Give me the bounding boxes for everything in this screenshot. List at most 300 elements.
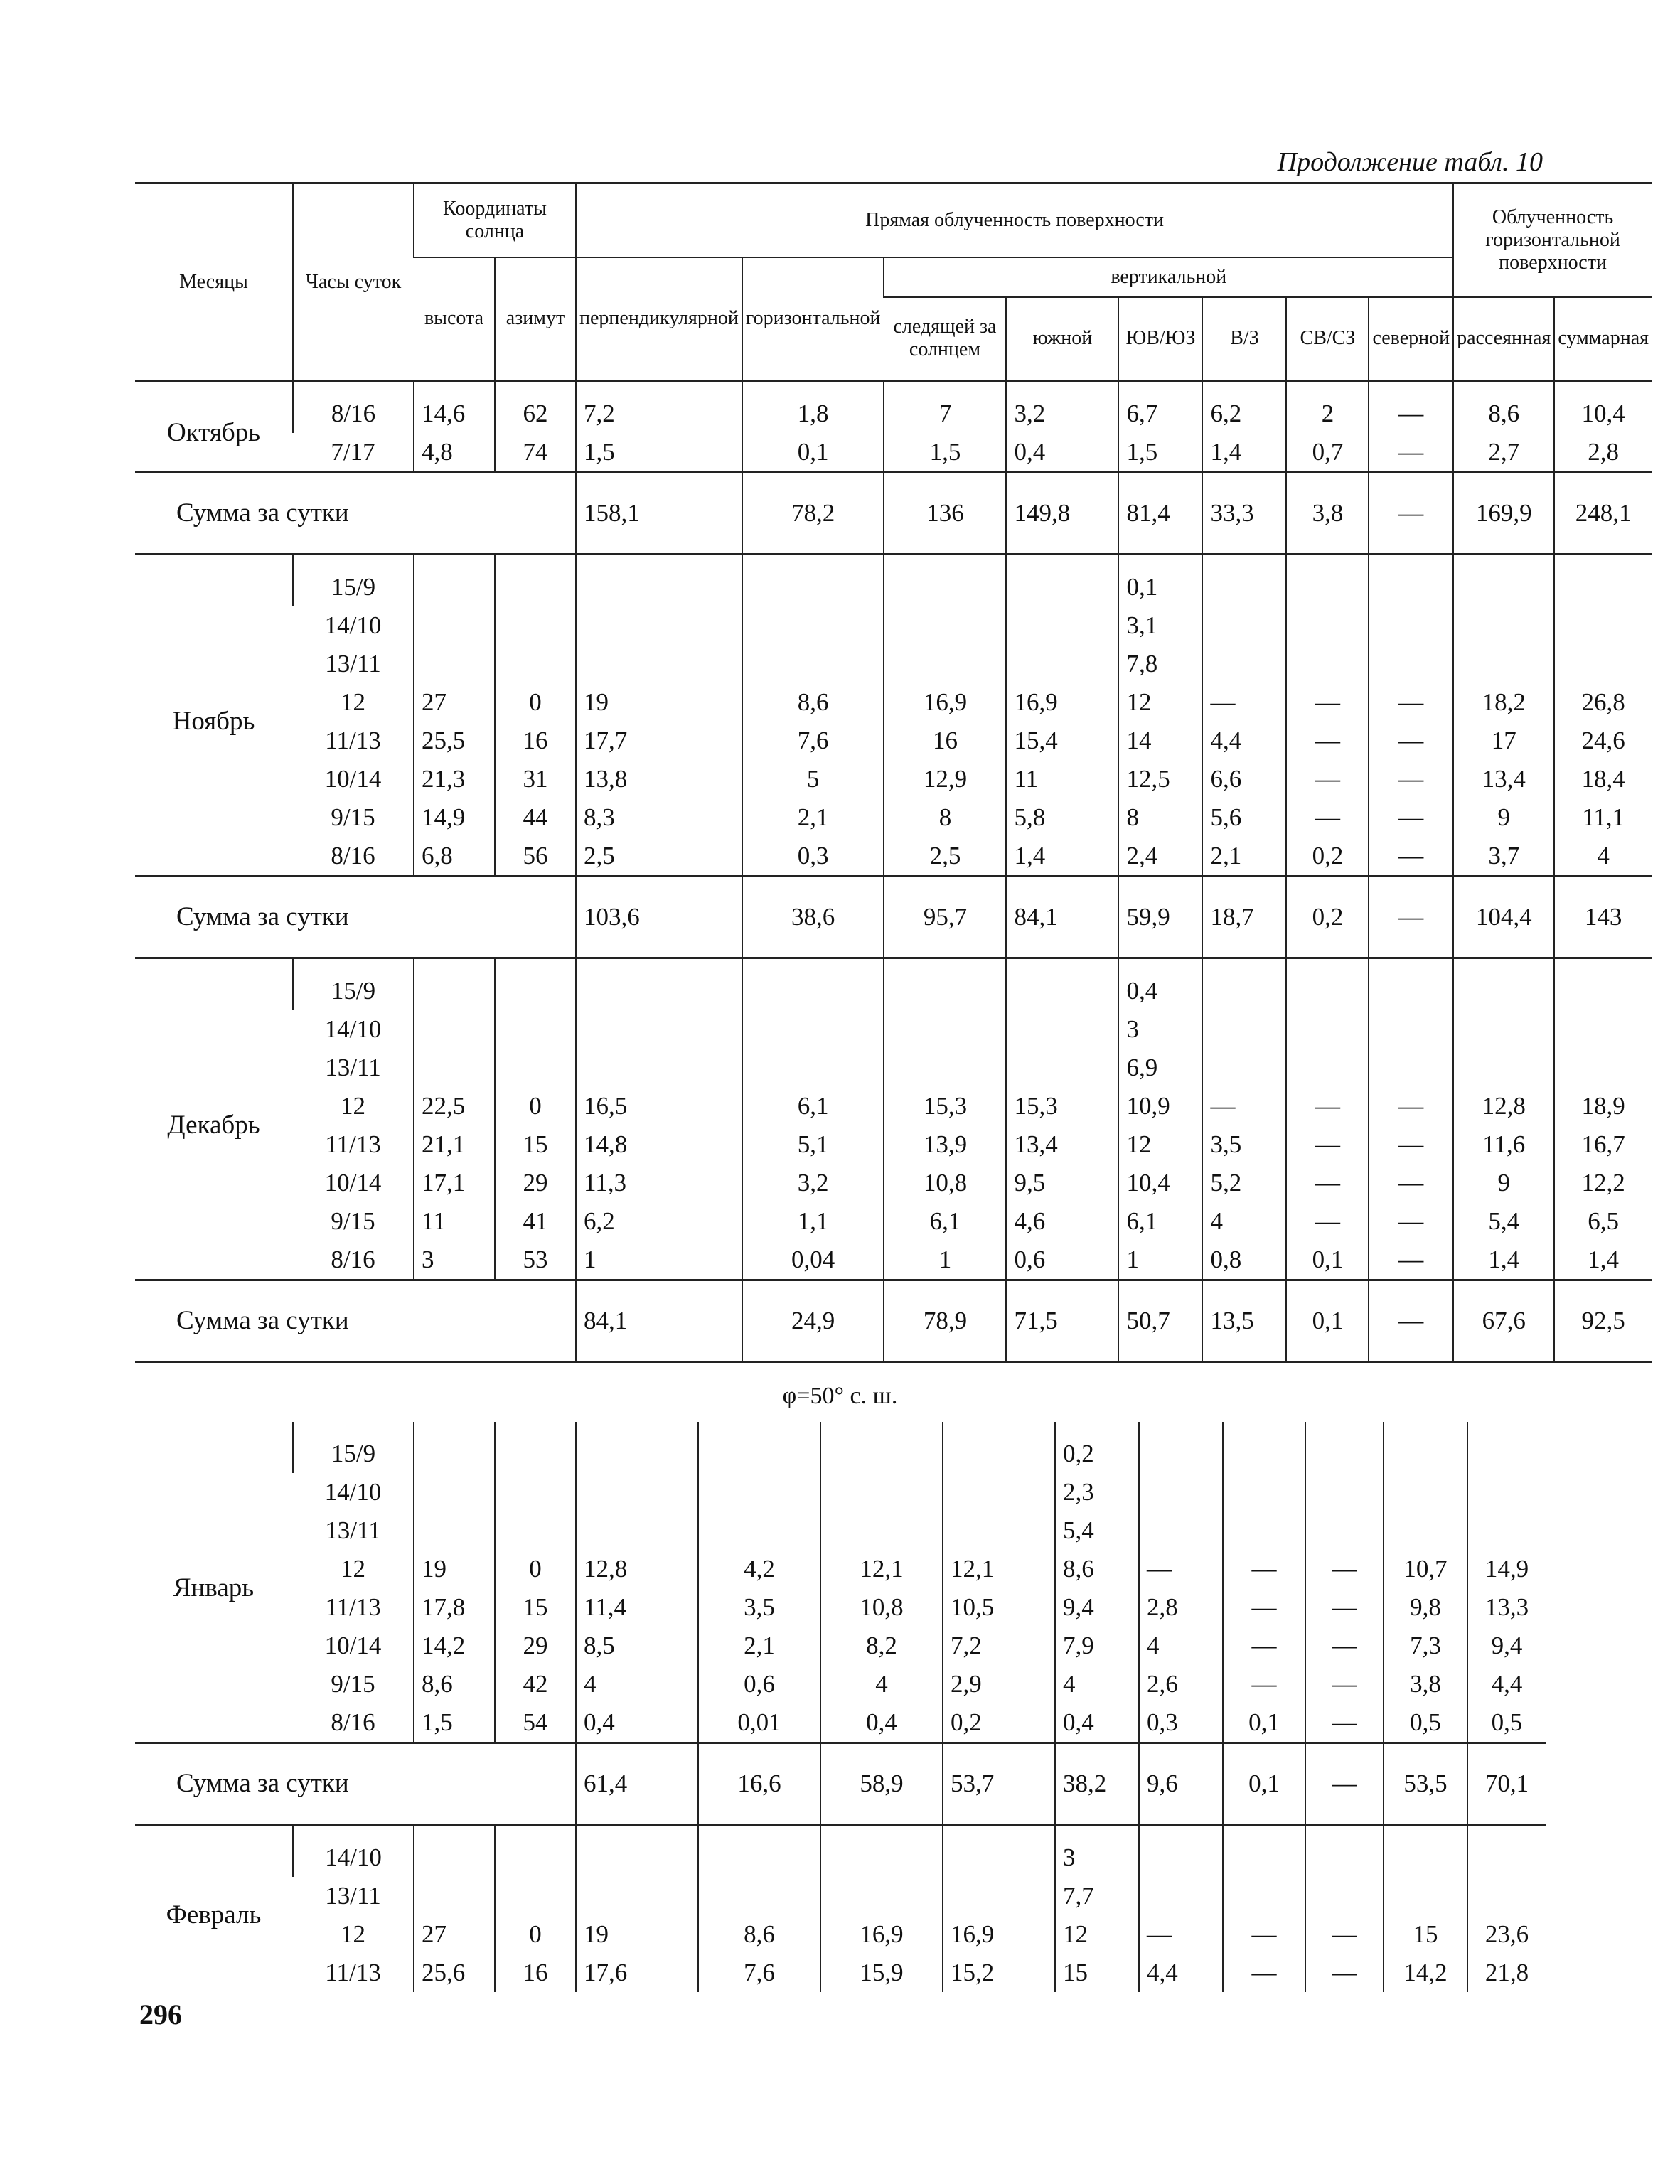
data-cell: — xyxy=(1369,433,1453,473)
data-cell: 14,8 xyxy=(576,1125,742,1164)
data-cell: 4 xyxy=(820,1665,943,1703)
data-cell: 6,7 xyxy=(1118,381,1202,434)
data-cell: 2,6 xyxy=(1139,1665,1223,1703)
data-cell: 1 xyxy=(576,1241,742,1280)
data-cell: — xyxy=(1369,1125,1453,1164)
daily-sum-row xyxy=(135,473,1652,555)
data-cell: 2,3 xyxy=(1055,1473,1139,1511)
data-cell: 9/15 xyxy=(331,1670,375,1698)
daily-sum-value: 13,5 xyxy=(1202,1280,1286,1362)
data-cell: 12,9 xyxy=(884,760,1006,798)
data-cell xyxy=(1223,1877,1305,1915)
data-cell: 1,4 xyxy=(1554,1241,1652,1280)
data-cell xyxy=(742,645,884,683)
data-cell: — xyxy=(1223,1954,1305,1992)
data-cell xyxy=(576,645,742,683)
header-diffuse: рассеянная xyxy=(1453,297,1554,381)
data-cell: 0,6 xyxy=(1006,1241,1118,1280)
data-cell: 9,4 xyxy=(1055,1588,1139,1627)
data-cell xyxy=(414,1010,495,1049)
data-cell xyxy=(1554,606,1652,645)
data-cell: — xyxy=(1369,722,1453,760)
data-cell xyxy=(1202,555,1286,607)
data-cell: 11/13 xyxy=(325,727,381,754)
data-cell: 10,9 xyxy=(1118,1087,1202,1125)
daily-sum-value: 104,4 xyxy=(1453,877,1554,958)
table-row xyxy=(135,1010,1652,1049)
data-cell: 13,3 xyxy=(1467,1588,1546,1627)
data-cell: 16 xyxy=(495,1954,576,1992)
data-cell: — xyxy=(1139,1915,1223,1954)
data-cell: 15,9 xyxy=(820,1954,943,1992)
data-cell: — xyxy=(1223,1665,1305,1703)
data-cell: 0,5 xyxy=(1384,1703,1467,1743)
daily-sum-value: 78,9 xyxy=(884,1280,1006,1362)
data-cell: 0,3 xyxy=(1139,1703,1223,1743)
data-cell xyxy=(1467,1422,1546,1473)
table-row xyxy=(135,1588,1546,1627)
data-cell xyxy=(1202,606,1286,645)
data-cell: 2,1 xyxy=(698,1627,820,1665)
data-cell: 5 xyxy=(742,760,884,798)
data-cell xyxy=(414,606,495,645)
data-cell xyxy=(820,1825,943,1878)
data-cell xyxy=(1467,1473,1546,1511)
data-cell: 14,9 xyxy=(414,798,495,837)
table-row xyxy=(135,760,1652,798)
data-cell: 2,1 xyxy=(742,798,884,837)
data-cell xyxy=(1384,1422,1467,1473)
data-cell xyxy=(1006,555,1118,607)
data-cell: 7,2 xyxy=(576,381,742,434)
data-cell: 14,6 xyxy=(414,381,495,434)
header-e-w: В/З xyxy=(1202,297,1286,381)
data-cell: 5,8 xyxy=(1006,798,1118,837)
data-cell: — xyxy=(1286,1087,1369,1125)
daily-sum-value: 70,1 xyxy=(1467,1743,1546,1825)
table-row xyxy=(135,1125,1652,1164)
data-cell xyxy=(742,1049,884,1087)
data-cell: 14,9 xyxy=(1467,1550,1546,1588)
data-cell: 19 xyxy=(576,1915,698,1954)
data-cell: 0,01 xyxy=(698,1703,820,1743)
header-horiz-irr: Облученность горизонтальной поверхности xyxy=(1453,183,1652,297)
month-cell: Ноябрь xyxy=(172,707,255,736)
data-cell: 15/9 xyxy=(293,958,414,1011)
table-row xyxy=(135,1164,1652,1202)
data-cell xyxy=(1467,1877,1546,1915)
daily-sum-row xyxy=(135,1280,1652,1362)
data-cell: 9 xyxy=(1453,1164,1554,1202)
daily-sum-value: — xyxy=(1369,473,1453,555)
data-cell: 0,1 xyxy=(1286,1241,1369,1280)
data-cell: 6,6 xyxy=(1202,760,1286,798)
table-header xyxy=(135,183,1652,381)
header-vertical: вертикальной xyxy=(884,257,1453,297)
data-cell: 4,8 xyxy=(414,433,495,473)
data-cell: 21,3 xyxy=(414,760,495,798)
data-cell xyxy=(943,1473,1055,1511)
data-cell xyxy=(884,606,1006,645)
data-cell xyxy=(1202,958,1286,1011)
data-cell xyxy=(414,1049,495,1087)
data-cell xyxy=(1384,1473,1467,1511)
table-row xyxy=(135,1825,1546,1878)
page-number: 296 xyxy=(139,1998,182,2030)
data-cell: 13/11 xyxy=(325,650,381,678)
data-cell: 16 xyxy=(884,722,1006,760)
header-direct: Прямая облученность поверхности xyxy=(576,183,1453,257)
data-cell xyxy=(576,1010,742,1049)
data-cell xyxy=(414,1825,495,1878)
daily-sum-value: 38,6 xyxy=(742,877,884,958)
data-cell: 0,4 xyxy=(820,1703,943,1743)
daily-sum-value: 149,8 xyxy=(1006,473,1118,555)
daily-sum-label: Сумма за сутки xyxy=(176,902,349,931)
data-cell: 16 xyxy=(495,722,576,760)
data-cell xyxy=(820,1511,943,1550)
data-cell: 1,5 xyxy=(576,433,742,473)
data-cell xyxy=(1369,1049,1453,1087)
data-cell: 10,4 xyxy=(1118,1164,1202,1202)
data-cell: — xyxy=(1305,1665,1384,1703)
data-cell: 10,7 xyxy=(1384,1550,1467,1588)
data-cell xyxy=(495,1825,576,1878)
data-cell: 41 xyxy=(495,1202,576,1241)
data-cell: 8/16 xyxy=(293,381,414,434)
data-cell xyxy=(742,555,884,607)
data-cell xyxy=(495,606,576,645)
data-cell: 2,5 xyxy=(884,837,1006,877)
data-cell: 15,4 xyxy=(1006,722,1118,760)
data-cell xyxy=(495,1010,576,1049)
data-cell xyxy=(1286,958,1369,1011)
latitude-label: φ=50° с. ш. xyxy=(782,1383,898,1409)
data-cell xyxy=(1554,555,1652,607)
table-row xyxy=(135,433,1652,473)
data-cell xyxy=(495,1422,576,1473)
data-cell: 13,8 xyxy=(576,760,742,798)
data-cell: 15 xyxy=(495,1588,576,1627)
data-cell: 5,1 xyxy=(742,1125,884,1164)
data-cell xyxy=(495,1877,576,1915)
data-cell xyxy=(1453,606,1554,645)
table-row xyxy=(135,1665,1546,1703)
data-cell: 0 xyxy=(495,1550,576,1588)
data-cell xyxy=(1223,1473,1305,1511)
data-cell: 14 xyxy=(1118,722,1202,760)
data-cell xyxy=(414,555,495,607)
daily-sum-value: 50,7 xyxy=(1118,1280,1202,1362)
data-cell: 15,3 xyxy=(1006,1087,1118,1125)
data-cell: 8,3 xyxy=(576,798,742,837)
data-cell xyxy=(698,1825,820,1878)
data-cell xyxy=(1006,645,1118,683)
data-cell: 17,8 xyxy=(414,1588,495,1627)
data-cell: 12 xyxy=(341,688,365,716)
data-cell: — xyxy=(1369,381,1453,434)
data-cell: 15 xyxy=(1055,1954,1139,1992)
table-row xyxy=(135,958,1652,1011)
data-cell: 3 xyxy=(1118,1010,1202,1049)
data-cell: 13/11 xyxy=(325,1882,381,1910)
data-cell: 23,6 xyxy=(1467,1915,1546,1954)
table-row xyxy=(135,798,1652,837)
data-cell xyxy=(1369,958,1453,1011)
data-cell: 3 xyxy=(414,1241,495,1280)
data-cell: — xyxy=(1286,798,1369,837)
data-cell: 0,04 xyxy=(742,1241,884,1280)
data-cell: 7,3 xyxy=(1384,1627,1467,1665)
header-altitude: высота xyxy=(414,257,495,381)
data-cell: 16,9 xyxy=(884,683,1006,722)
table-row xyxy=(135,837,1652,877)
header-north: северной xyxy=(1369,297,1453,381)
data-cell: 13/11 xyxy=(325,1516,381,1544)
data-cell: — xyxy=(1139,1550,1223,1588)
data-cell: 2,7 xyxy=(1453,433,1554,473)
data-cell: 4,2 xyxy=(698,1550,820,1588)
header-total: суммарная xyxy=(1554,297,1652,381)
data-cell: 2,1 xyxy=(1202,837,1286,877)
data-cell xyxy=(1384,1877,1467,1915)
data-cell: 1,4 xyxy=(1202,433,1286,473)
daily-sum-value: 53,5 xyxy=(1384,1743,1467,1825)
data-cell: 0,6 xyxy=(698,1665,820,1703)
data-cell xyxy=(1202,1010,1286,1049)
data-cell xyxy=(884,555,1006,607)
data-cell: — xyxy=(1305,1627,1384,1665)
table-row xyxy=(135,1915,1546,1954)
data-cell xyxy=(698,1422,820,1473)
data-cell: 11,3 xyxy=(576,1164,742,1202)
data-cell xyxy=(943,1825,1055,1878)
data-cell: 0,2 xyxy=(1055,1422,1139,1473)
data-cell: 42 xyxy=(495,1665,576,1703)
data-cell: 18,9 xyxy=(1554,1087,1652,1125)
data-cell: 12,1 xyxy=(820,1550,943,1588)
data-cell xyxy=(1305,1511,1384,1550)
data-cell: 0,3 xyxy=(742,837,884,877)
data-cell: 29 xyxy=(495,1164,576,1202)
data-cell: 10/14 xyxy=(324,1632,382,1659)
data-cell: — xyxy=(1369,837,1453,877)
data-cell: 10,8 xyxy=(884,1164,1006,1202)
data-cell xyxy=(1554,645,1652,683)
data-cell: 8,5 xyxy=(576,1627,698,1665)
data-cell: 12 xyxy=(1055,1915,1139,1954)
data-cell: — xyxy=(1286,683,1369,722)
data-cell: 6,1 xyxy=(1118,1202,1202,1241)
data-cell: 6,1 xyxy=(742,1087,884,1125)
table-row xyxy=(135,1703,1546,1743)
data-cell xyxy=(1369,1010,1453,1049)
data-cell: — xyxy=(1305,1588,1384,1627)
daily-sum-value: 18,7 xyxy=(1202,877,1286,958)
data-cell: 21,1 xyxy=(414,1125,495,1164)
data-cell: 0,1 xyxy=(1118,555,1202,607)
data-cell xyxy=(1305,1877,1384,1915)
table-row xyxy=(135,1627,1546,1665)
data-cell: 53 xyxy=(495,1241,576,1280)
data-cell xyxy=(1369,606,1453,645)
daily-sum-value: 59,9 xyxy=(1118,877,1202,958)
data-cell: — xyxy=(1369,760,1453,798)
data-cell xyxy=(495,645,576,683)
data-cell: 11,1 xyxy=(1554,798,1652,837)
data-cell xyxy=(1006,1010,1118,1049)
data-cell xyxy=(1305,1422,1384,1473)
data-cell: 26,8 xyxy=(1554,683,1652,722)
data-cell: 11 xyxy=(414,1202,495,1241)
data-cell: 14/10 xyxy=(324,1015,382,1043)
month-cell: Февраль xyxy=(166,1900,262,1929)
data-cell xyxy=(943,1877,1055,1915)
data-cell: 21,8 xyxy=(1467,1954,1546,1992)
data-cell: 13,4 xyxy=(1453,760,1554,798)
data-cell xyxy=(1286,645,1369,683)
data-cell xyxy=(1006,606,1118,645)
data-cell: 14/10 xyxy=(324,611,382,639)
data-cell: 5,6 xyxy=(1202,798,1286,837)
data-cell: — xyxy=(1223,1550,1305,1588)
month-cell: Январь xyxy=(173,1573,255,1602)
data-cell: 74 xyxy=(495,433,576,473)
month-cell: Октябрь xyxy=(166,418,261,447)
data-cell: 5,2 xyxy=(1202,1164,1286,1202)
data-cell: 4,6 xyxy=(1006,1202,1118,1241)
daily-sum-label: Сумма за сутки xyxy=(176,498,349,528)
daily-sum-value: 58,9 xyxy=(820,1743,943,1825)
data-cell: — xyxy=(1369,683,1453,722)
data-cell: 4 xyxy=(1139,1627,1223,1665)
data-cell: — xyxy=(1305,1550,1384,1588)
data-cell: 11 xyxy=(1006,760,1118,798)
data-cell: 0,7 xyxy=(1286,433,1369,473)
data-cell: 16,9 xyxy=(943,1915,1055,1954)
data-cell xyxy=(1554,958,1652,1011)
data-cell: 18,2 xyxy=(1453,683,1554,722)
table-row xyxy=(135,1550,1546,1588)
data-cell: 9/15 xyxy=(331,1207,375,1235)
header-horizontal: горизонтальной xyxy=(742,257,884,381)
data-cell: 12 xyxy=(1118,1125,1202,1164)
table-row xyxy=(135,722,1652,760)
data-cell: 25,6 xyxy=(414,1954,495,1992)
data-cell xyxy=(742,958,884,1011)
data-cell: 15 xyxy=(1384,1915,1467,1954)
data-cell: 4 xyxy=(1055,1665,1139,1703)
data-cell: 7 xyxy=(884,381,1006,434)
data-cell: 9 xyxy=(1453,798,1554,837)
data-cell: 25,5 xyxy=(414,722,495,760)
data-cell xyxy=(698,1511,820,1550)
data-cell xyxy=(1223,1511,1305,1550)
data-cell: 24,6 xyxy=(1554,722,1652,760)
data-cell xyxy=(698,1877,820,1915)
data-cell: 6,2 xyxy=(1202,381,1286,434)
data-cell: 15,3 xyxy=(884,1087,1006,1125)
daily-sum-value: 38,2 xyxy=(1055,1743,1139,1825)
data-cell xyxy=(884,1010,1006,1049)
data-cell: 3,2 xyxy=(742,1164,884,1202)
data-cell xyxy=(1223,1825,1305,1878)
data-cell xyxy=(495,1511,576,1550)
data-cell xyxy=(1369,645,1453,683)
table-row xyxy=(135,1241,1652,1280)
data-cell: 7,9 xyxy=(1055,1627,1139,1665)
data-cell: 0,2 xyxy=(943,1703,1055,1743)
data-cell: 14,2 xyxy=(1384,1954,1467,1992)
table-row xyxy=(135,1202,1652,1241)
data-cell: 1,4 xyxy=(1453,1241,1554,1280)
data-cell: 12 xyxy=(1118,683,1202,722)
data-cell xyxy=(1453,958,1554,1011)
data-cell xyxy=(742,606,884,645)
data-cell xyxy=(495,958,576,1011)
data-cell: 15/9 xyxy=(293,1422,414,1473)
data-cell: 3 xyxy=(1055,1825,1139,1878)
data-cell: 1,5 xyxy=(414,1703,495,1743)
daily-sum-value: 84,1 xyxy=(576,1280,742,1362)
data-cell xyxy=(1384,1825,1467,1878)
data-cell: 11/13 xyxy=(325,1593,381,1621)
data-cell: 10/14 xyxy=(324,765,382,793)
daily-sum-value: 0,1 xyxy=(1223,1743,1305,1825)
data-cell: 3,2 xyxy=(1006,381,1118,434)
data-cell: 7,7 xyxy=(1055,1877,1139,1915)
data-cell: 19 xyxy=(576,683,742,722)
table-row xyxy=(135,1049,1652,1087)
data-cell xyxy=(884,1049,1006,1087)
data-cell xyxy=(943,1422,1055,1473)
data-cell: 12 xyxy=(341,1555,365,1583)
data-cell xyxy=(414,958,495,1011)
data-cell: 7,8 xyxy=(1118,645,1202,683)
data-cell xyxy=(495,1473,576,1511)
data-cell: 2,8 xyxy=(1554,433,1652,473)
data-cell xyxy=(576,606,742,645)
data-cell: — xyxy=(1223,1588,1305,1627)
data-cell: 17,7 xyxy=(576,722,742,760)
data-cell xyxy=(576,1825,698,1878)
data-cell: 15 xyxy=(495,1125,576,1164)
data-cell: 1,5 xyxy=(1118,433,1202,473)
daily-sum-value: 78,2 xyxy=(742,473,884,555)
data-cell: 11/13 xyxy=(325,1130,381,1158)
data-cell: 8/16 xyxy=(331,1708,375,1736)
daily-sum-value: 158,1 xyxy=(576,473,742,555)
data-cell xyxy=(1139,1877,1223,1915)
header-months: Месяцы xyxy=(135,183,293,381)
data-cell: 10,5 xyxy=(943,1588,1055,1627)
data-cell: — xyxy=(1305,1703,1384,1743)
daily-sum-value: 169,9 xyxy=(1453,473,1554,555)
data-cell: 27 xyxy=(414,683,495,722)
data-cell: 0 xyxy=(495,683,576,722)
data-cell xyxy=(1467,1511,1546,1550)
data-cell: 0,4 xyxy=(1006,433,1118,473)
data-cell: — xyxy=(1369,1087,1453,1125)
data-cell: 9,4 xyxy=(1467,1627,1546,1665)
data-cell: 0 xyxy=(495,1087,576,1125)
daily-sum-value: — xyxy=(1369,877,1453,958)
data-cell xyxy=(1369,555,1453,607)
data-cell: 14/10 xyxy=(324,1478,382,1506)
data-cell: 8 xyxy=(884,798,1006,837)
data-cell: — xyxy=(1286,760,1369,798)
header-south: южной xyxy=(1006,297,1118,381)
